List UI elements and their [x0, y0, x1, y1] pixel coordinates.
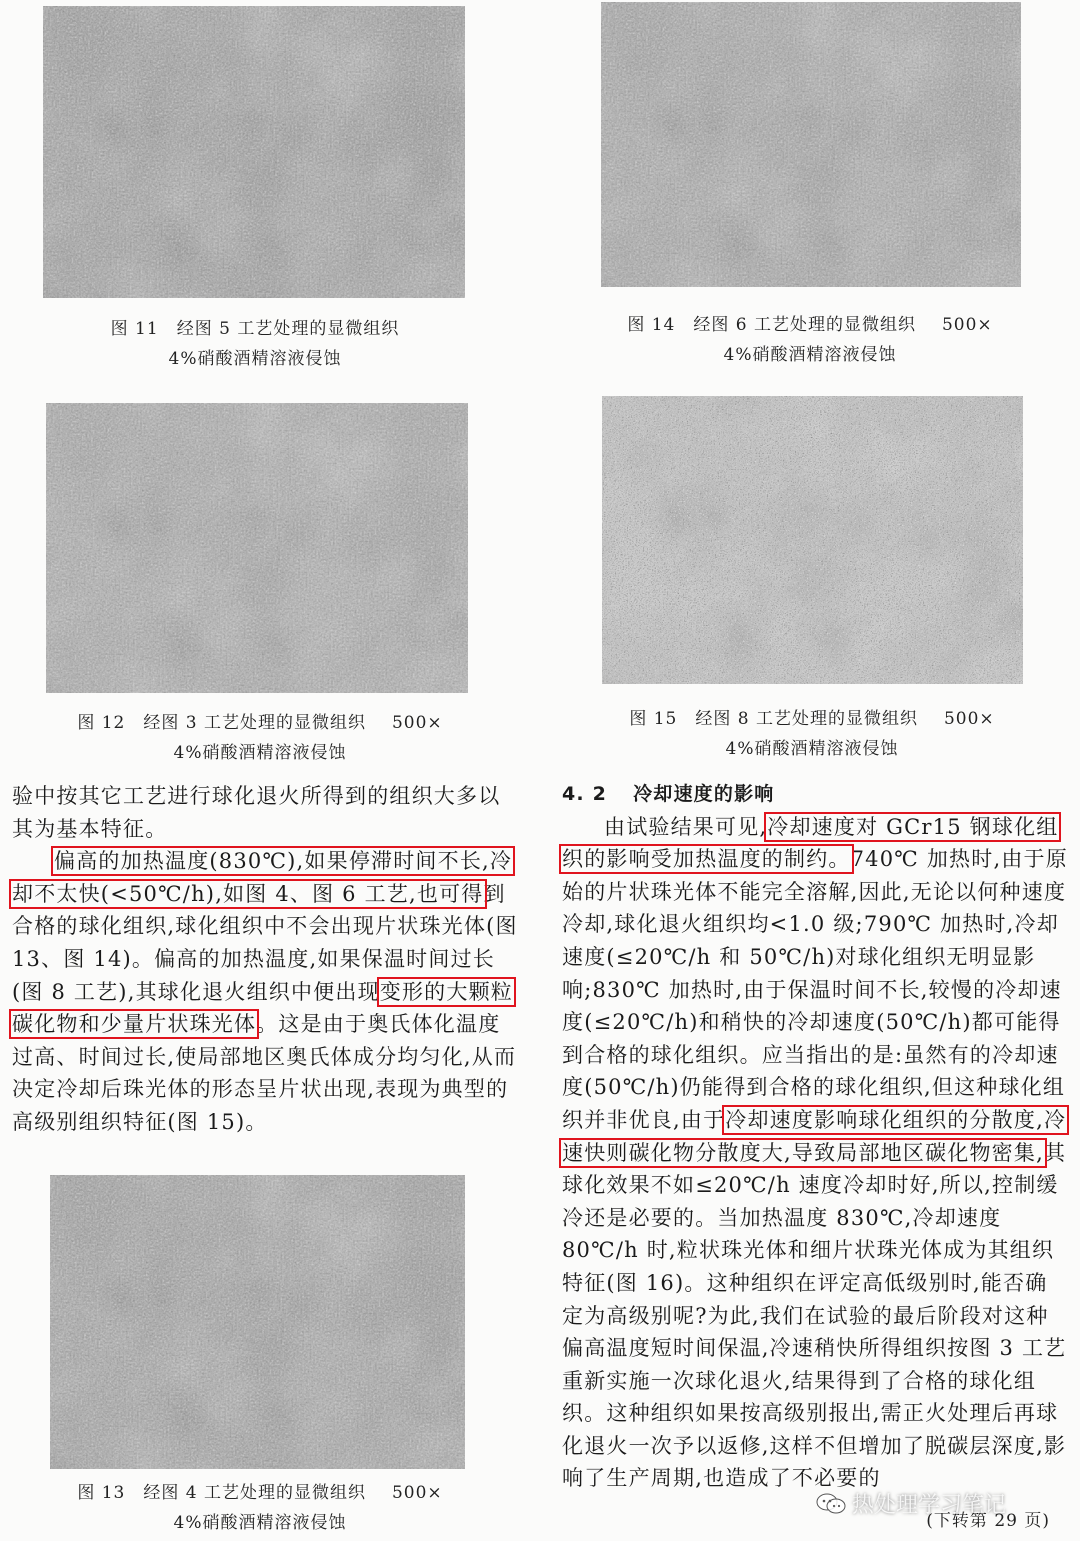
highlight-box: 冷却速度影响球化组织的分散度,冷速快则碳化物分散度大,导致局部地区碳化物密集, [562, 1107, 1067, 1165]
micrograph-fig13 [50, 1175, 465, 1469]
caption-fig15 [612, 704, 1012, 764]
text-run: 到合格的球化组织,球化组织中不会出现片状珠光体(图 13、图 14)。偏高的加热温度,如果保温时间过长(图 8 工艺),其球化退火组织中便出现 [12, 881, 518, 1004]
paragraph [562, 811, 1068, 1495]
wechat-icon [816, 1493, 846, 1515]
figure-title: 经图 5 工艺处理的显微组织 [176, 319, 400, 339]
section-title: 冷却速度的影响 [633, 783, 775, 805]
figure-etchant: 4%硝酸酒精溶液侵蚀 [173, 1513, 347, 1533]
figure-etchant: 4%硝酸酒精溶液侵蚀 [173, 743, 347, 763]
text-run: 其球化效果不如≤20℃/h 速度冷却时好,所以,控制缓冷还是必要的。当加热温度 830℃,冷却速度 80℃/h 时,粒状珠光体和细片状珠光体成为其组织特征(图 16)。这种组织在评定高低级别时,能否确定为高级别呢?为此,我们在试验的最后阶段对这种偏高温度短时间保温,冷速稍快所得组织按图 3 工艺重新实施一次球化退火,结果得到了合格的球化组织。这种组织如果按高级别报出,需正火处理后再球化退火一次予以返修,这样不但增加了脱碳层深度,影响了生产周期,也造成了不必要的 [562, 1140, 1067, 1491]
text-run: 由试验结果可见, [604, 814, 768, 839]
figure-title: 经图 8 工艺处理的显微组织 [695, 709, 918, 729]
caption-fig13 [60, 1478, 460, 1538]
caption-fig12 [60, 708, 460, 768]
continuation-note: (下转第 29 页) [926, 1511, 1050, 1531]
highlight-box: 偏高的加热温度(830℃),如果停滞时间不长,冷却不太快(<50℃/h),如图 4、图 6 工艺,也可得 [12, 849, 513, 906]
figure-etchant: 4%硝酸酒精溶液侵蚀 [725, 739, 899, 759]
left-text-column [12, 780, 518, 1139]
figure-number: 图 11 [110, 319, 159, 339]
figure-etchant: 4%硝酸酒精溶液侵蚀 [168, 349, 342, 369]
figure-etchant: 4%硝酸酒精溶液侵蚀 [723, 345, 897, 365]
paragraph [12, 845, 518, 1138]
micrograph-fig12 [46, 403, 468, 693]
figure-magnification: 500× [391, 713, 443, 733]
micrograph-fig15 [602, 396, 1023, 684]
caption-fig11 [80, 314, 430, 374]
right-text-column [562, 778, 1068, 1495]
figure-title: 经图 4 工艺处理的显微组织 [143, 1483, 366, 1503]
figure-number: 图 13 [77, 1483, 126, 1503]
figure-number: 图 14 [627, 315, 676, 335]
watermark [816, 1488, 1006, 1519]
text-run: 。这是由于奥氏体化温度过高、时间过长,使局部地区奥氏体成分均匀化,从而决定冷却后珠光体的形态呈片状出现,表现为典型的高级别组织特征(图 15)。 [12, 1012, 517, 1134]
figure-magnification: 500× [941, 315, 993, 335]
caption-fig14 [610, 310, 1010, 370]
section-number: 4. 2 [562, 783, 608, 805]
text-run: 740℃ 加热时,由于原始的片状珠光体不能完全溶解,因此,无论以何种速度冷却,球化退火组织均<1.0 级;790℃ 加热时,冷却速度(≤20℃/h 和 50℃/h)对球化组织无明显影响;830℃ 加热时,由于保温时间不长,较慢的冷却速度(≤20℃/h)和稍快的冷却速度(50℃/h)都可能得到合格的球化组织。应当指出的是:虽然有的冷却速度(50℃/h)仍能得到合格的球化组织,但这种球化组织并非优良,由于 [562, 847, 1068, 1132]
paragraph: 验中按其它工艺进行球化退火所得到的组织大多以其为基本特征。 [12, 784, 501, 841]
section-heading [562, 778, 1068, 811]
figure-magnification: 500× [391, 1483, 443, 1503]
watermark-text: 热处理学习笔记 [852, 1493, 1007, 1518]
highlight-box: 冷却速度对 GCr15 钢球化组织的影响受加热温度的制约。 [562, 814, 1059, 872]
micrograph-fig14 [601, 2, 1021, 287]
figure-number: 图 15 [629, 709, 678, 729]
figure-title: 经图 6 工艺处理的显微组织 [693, 315, 916, 335]
figure-title: 经图 3 工艺处理的显微组织 [143, 713, 366, 733]
figure-magnification: 500× [943, 709, 995, 729]
micrograph-fig11 [43, 6, 465, 298]
figure-number: 图 12 [77, 713, 126, 733]
highlight-box: 变形的大颗粒碳化物和少量片状珠光体 [12, 979, 513, 1037]
